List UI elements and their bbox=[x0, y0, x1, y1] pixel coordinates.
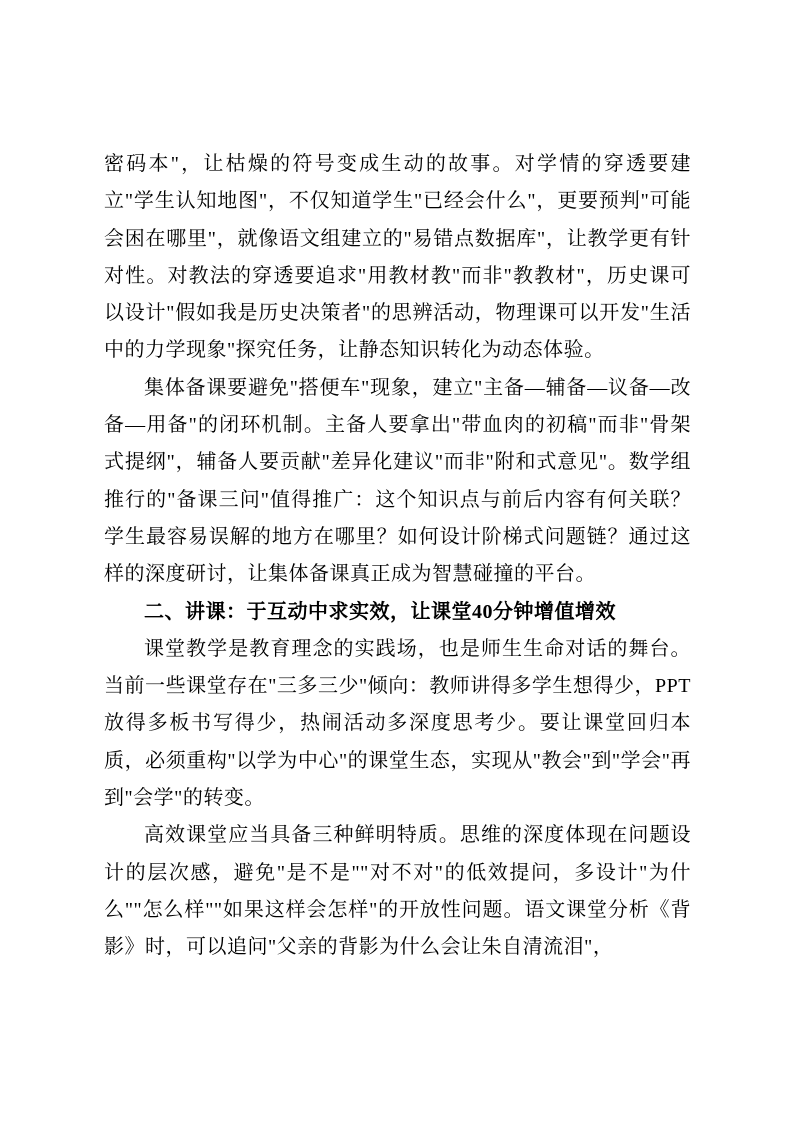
paragraph-efficient-classroom: 高效课堂应当具备三种鲜明特质。思维的深度体现在问题设计的层次感，避免"是不是""对不对"的低效提问，多设计"为什么""怎么样""如果这样会怎样"的开放性问题。语文课堂分析《背影》时，可以追问"父亲的背影为什么会让朱自清流泪"， bbox=[104, 824, 691, 959]
paragraph-classroom-teaching: 课堂教学是教育理念的实践场，也是师生生命对话的舞台。当前一些课堂存在"三多三少"倾向：教师讲得多学生想得少，PPT放得多板书写得少，热闹活动多深度思考少。要让课堂回归本质，必须重构"以学为中心"的课堂生态，实现从"教会"到"学会"再到"会学"的转变。 bbox=[104, 637, 691, 810]
paragraph-collective-lesson-prep: 集体备课要避免"搭便车"现象，建立"主备—辅备—议备—改备—用备"的闭环机制。主备人要拿出"带血肉的初稿"而非"骨架式提纲"，辅备人要贡献"差异化建议"而非"附和式意见"。数学组推行的"备课三问"值得推广：这个知识点与前后内容有何关联？学生最容易误解的地方在哪里？如何设计阶梯式问题链？通过这样的深度研讨，让集体备课真正成为智慧碰撞的平台。 bbox=[104, 376, 691, 586]
paragraph-continuation: 密码本"，让枯燥的符号变成生动的故事。对学情的穿透要建立"学生认知地图"，不仅知道学生"已经会什么"，更要预判"可能会困在哪里"，就像语文组建立的"易错点数据库"，让教学更有针对性。对教法的穿透要追求"用教材教"而非"教教材"，历史课可以设计"假如我是历史决策者"的思辨活动，物理课可以开发"生活中的力学现象"探究任务，让静态知识转化为动态体验。 bbox=[104, 153, 691, 362]
section-heading: 二、讲课：于互动中求实效，让课堂40分钟增值增效 bbox=[144, 600, 616, 623]
